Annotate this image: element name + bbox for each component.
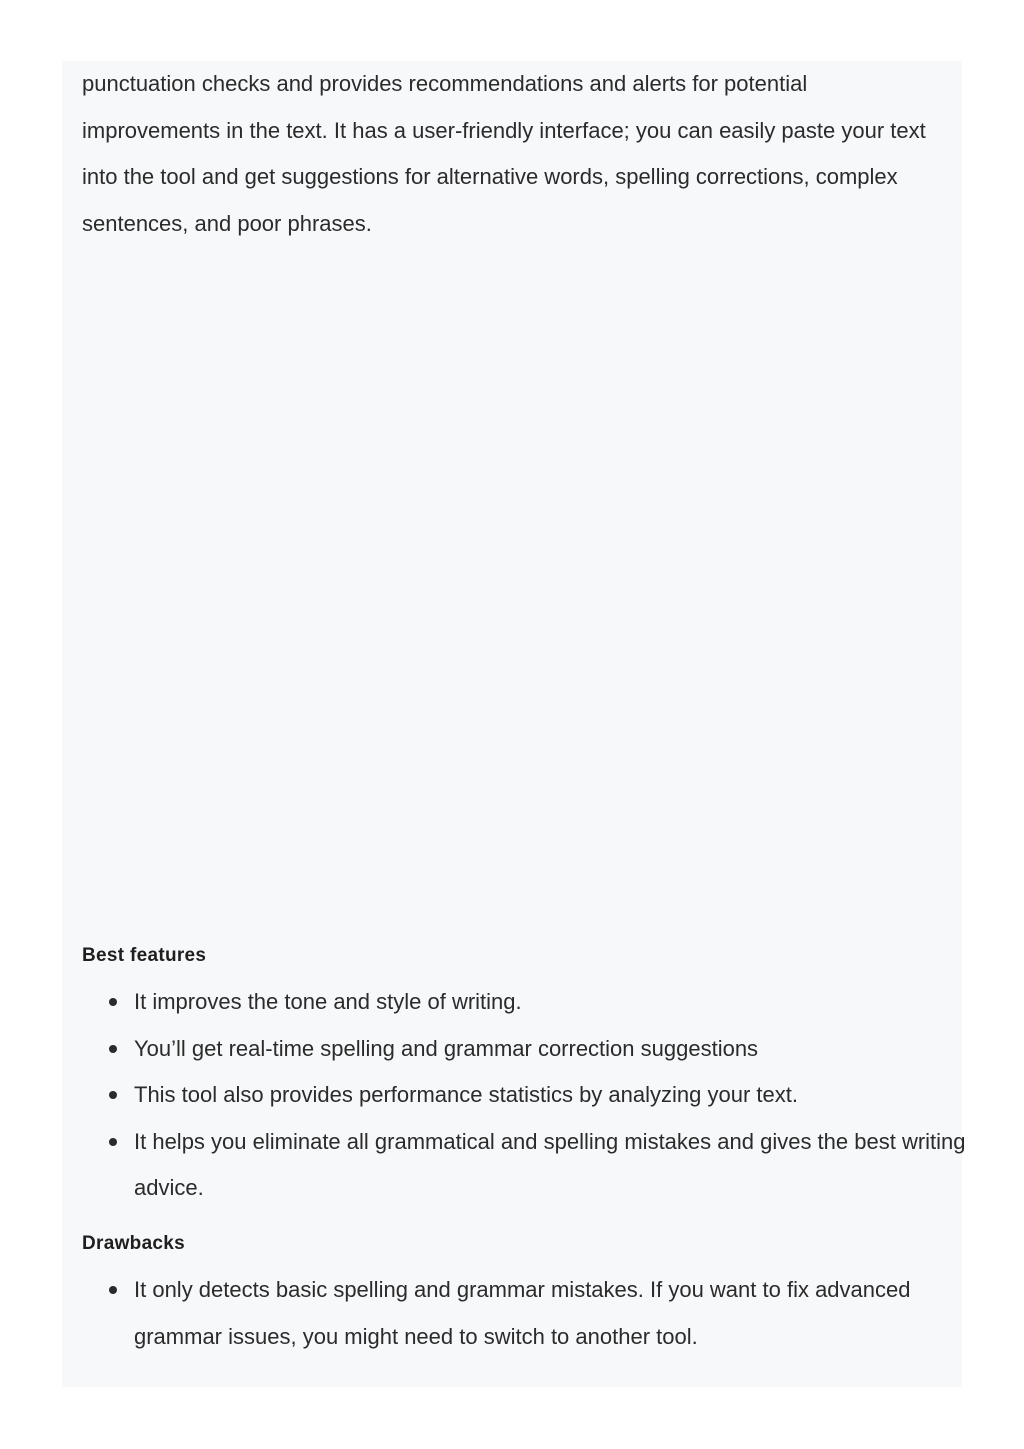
embedded-media-placeholder [82, 261, 932, 941]
list-item [134, 1119, 989, 1212]
bullet-dot-icon [109, 1091, 117, 1099]
list-item [134, 979, 989, 1026]
drawbacks-heading: Drawbacks [82, 1233, 186, 1254]
list-item-text: You’ll get real-time spelling and grammar correction suggestions [134, 1035, 759, 1061]
bullet-dot-icon [109, 1045, 117, 1053]
list-item-text: It only detects basic spelling and grammar mistakes. If you want to fix advanced grammar issues, you might need to switch to another tool. [134, 1277, 911, 1349]
article-content-panel [62, 61, 966, 1387]
list-item [134, 1072, 989, 1119]
drawbacks-list [82, 1267, 989, 1360]
best-features-heading: Best features [82, 945, 207, 966]
list-item [134, 1267, 989, 1360]
list-item-text: It improves the tone and style of writing. [134, 989, 522, 1014]
list-item [134, 1026, 989, 1073]
list-item-text: This tool also provides performance statistics by analyzing your text. [134, 1082, 798, 1107]
best-features-list [82, 979, 989, 1212]
intro-paragraph: punctuation checks and provides recommendations and alerts for potential improvements in the text. It has a user-friendly interface; you can easily paste your text into the tool and get suggestions for alternative words, spelling corrections, complex sentences, and poor phrases. [82, 71, 926, 236]
bullet-dot-icon [109, 998, 117, 1006]
bullet-dot-icon [109, 1138, 117, 1146]
bullet-dot-icon [109, 1286, 117, 1294]
list-item-text: It helps you eliminate all grammatical and spelling mistakes and gives the best writing advice. [134, 1128, 966, 1200]
